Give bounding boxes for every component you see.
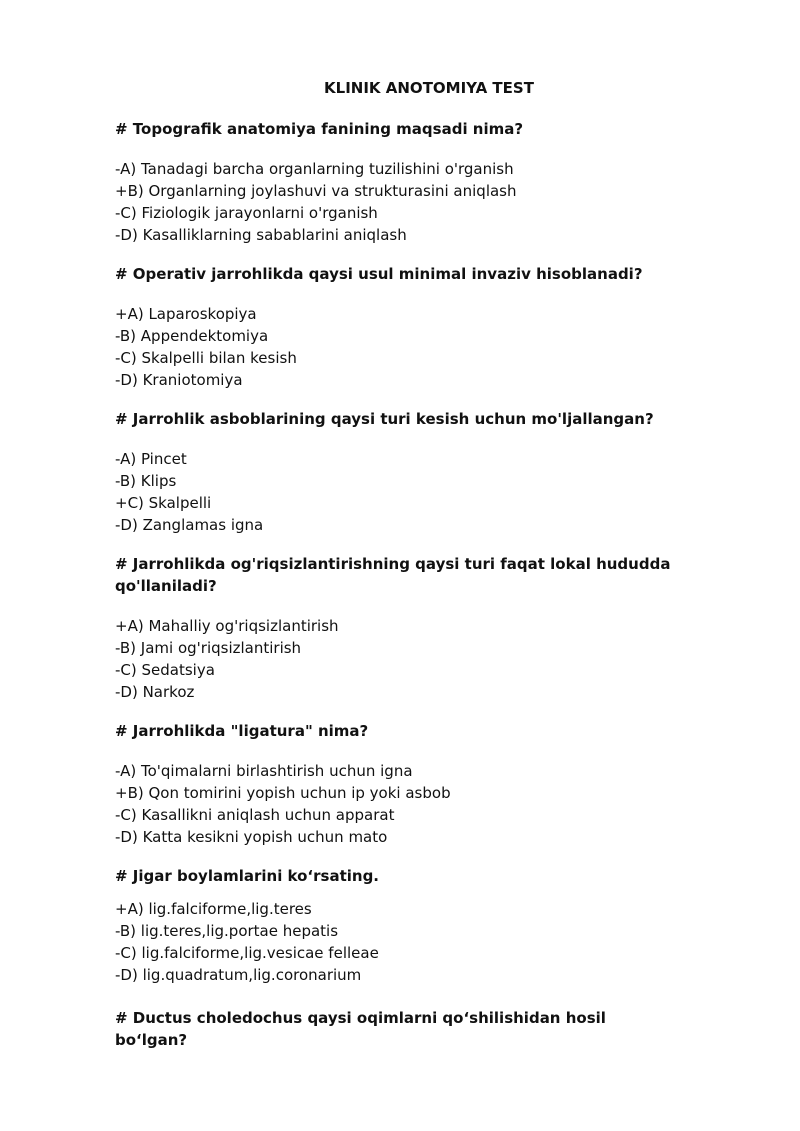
option-a: -A) To'qimalarni birlashtirish uchun igna (115, 762, 413, 780)
option-list (115, 615, 675, 703)
question-text: # Jigar boylamlarini ko‘rsating. (115, 867, 380, 885)
question-7 (115, 1007, 675, 1051)
question-list (115, 118, 675, 1069)
question-text: # Jarrohlikda og'riqsizlantirishning qaysi turi faqat lokal hududda qo'llaniladi? (115, 555, 671, 595)
option-b: -B) Jami og'riqsizlantirish (115, 639, 302, 657)
question-text: # Jarrohlikda "ligatura" nima? (115, 722, 369, 740)
option-b: -B) Appendektomiya (115, 327, 269, 345)
question-6 (115, 865, 675, 986)
option-c: -C) Skalpelli bilan kesish (115, 349, 297, 367)
option-d: -D) lig.quadratum,lig.coronarium (115, 966, 362, 984)
option-list (115, 448, 675, 536)
question-text: # Ductus choledochus qaysi oqimlarni qo‘shilishidan hosil bo‘lgan? (115, 1009, 606, 1049)
option-c: -C) lig.falciforme,lig.vesicae felleae (115, 944, 379, 962)
option-c: +C) Skalpelli (115, 494, 212, 512)
option-d: -D) Zanglamas igna (115, 516, 264, 534)
option-d: -D) Katta kesikni yopish uchun mato (115, 828, 388, 846)
option-d: -D) Narkoz (115, 683, 195, 701)
question-1 (115, 118, 675, 246)
document-title: KLINIK ANOTOMIYA TEST (324, 79, 534, 97)
option-a: +A) Laparoskopiya (115, 305, 257, 323)
question-3 (115, 408, 675, 536)
option-list (115, 303, 675, 391)
option-c: -C) Sedatsiya (115, 661, 215, 679)
option-b: +B) Organlarning joylashuvi va strukturasini aniqlash (115, 182, 517, 200)
option-list (115, 898, 675, 986)
option-d: -D) Kasalliklarning sabablarini aniqlash (115, 226, 407, 244)
question-5 (115, 720, 675, 848)
option-a: -A) Tanadagi barcha organlarning tuzilishini o'rganish (115, 160, 514, 178)
option-b: +B) Qon tomirini yopish uchun ip yoki asbob (115, 784, 451, 802)
option-list (115, 760, 675, 848)
option-c: -C) Fiziologik jarayonlarni o'rganish (115, 204, 378, 222)
question-text: # Operativ jarrohlikda qaysi usul minimal invaziv hisoblanadi? (115, 265, 643, 283)
question-4 (115, 553, 675, 703)
option-a: +A) lig.falciforme,lig.teres (115, 900, 312, 918)
option-a: +A) Mahalliy og'riqsizlantirish (115, 617, 339, 635)
option-list (115, 158, 675, 246)
question-text: # Topografik anatomiya fanining maqsadi nima? (115, 120, 524, 138)
question-2 (115, 263, 675, 391)
question-text: # Jarrohlik asboblarining qaysi turi kesish uchun mo'ljallangan? (115, 410, 654, 428)
option-a: -A) Pincet (115, 450, 187, 468)
option-c: -C) Kasallikni aniqlash uchun apparat (115, 806, 395, 824)
option-b: -B) Klips (115, 472, 177, 490)
option-d: -D) Kraniotomiya (115, 371, 243, 389)
option-b: -B) lig.teres,lig.portae hepatis (115, 922, 339, 940)
